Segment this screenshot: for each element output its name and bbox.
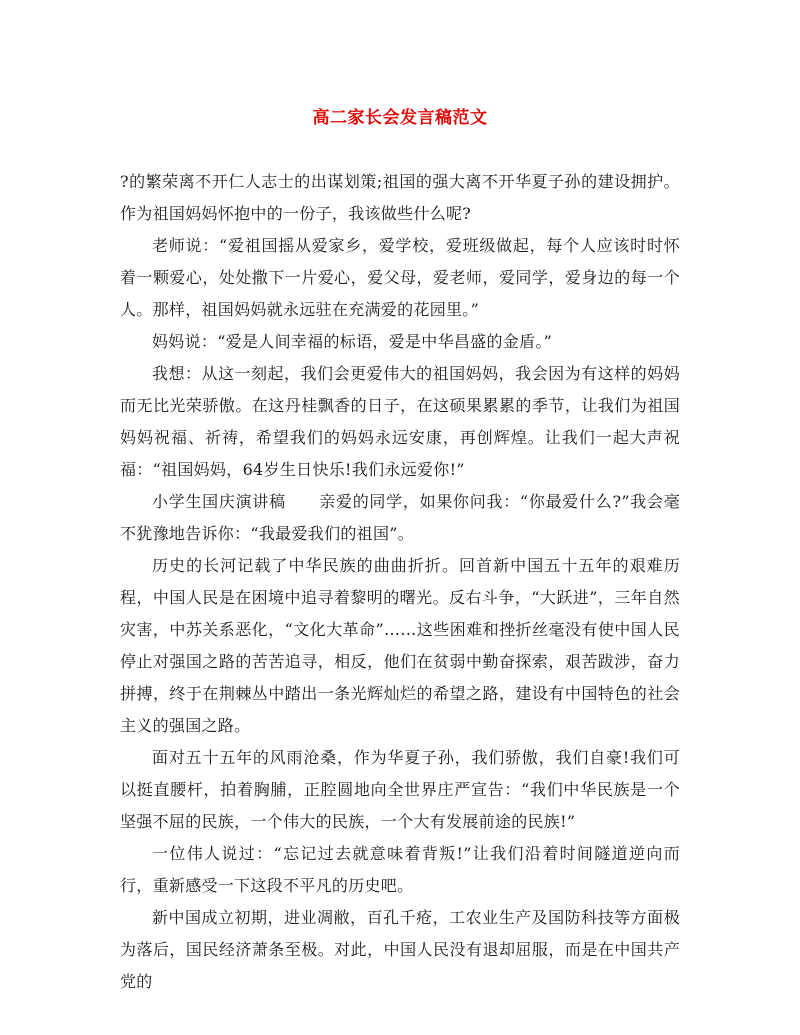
- paragraph-9: 新中国成立初期，进业凋敝，百孔千疮，工农业生产及国防科技等方面极为落后，国民经济萧条至极。对此，中国人民没有退却屈服，而是在中国共产党的: [120, 908, 680, 991]
- paragraph-2: 老师说：“爱祖国摇从爱家乡，爱学校，爱班级做起，每个人应该时时怀着一颗爱心，处处撒下一片爱心，爱父母，爱老师，爱同学，爱身边的每一个人。那样，祖国妈妈就永远驻在充满爱的花园里。”: [120, 236, 680, 319]
- document-title: 高二家长会发言稿范文: [312, 108, 488, 128]
- paragraph-6: 历史的长河记载了中华民族的曲曲折折。回首新中国五十五年的艰难历程，中国人民是在困境中追寻着黎明的曙光。反右斗争，“大跃进”，三年自然灾害，中苏关系恶化，“文化大革命”……这些困难和挫折丝毫没有使中国人民停止对强国之路的苦苦追寻，相反，他们在贫弱中勤奋探索，艰苦跋涉，奋力拼搏，终于在荆棘丛中踏出一条光辉灿烂的希望之路，建设有中国特色的社会主义的强国之路。: [120, 556, 680, 735]
- document-body: [120, 166, 680, 998]
- paragraph-7: 面对五十五年的风雨沧桑，作为华夏子孙，我们骄傲，我们自豪!我们可以挺直腰杆，拍着胸脯，正腔圆地向全世界庄严宣告：“我们中华民族是一个坚强不屈的民族，一个伟大的民族，一个大有发展前途的民族!”: [120, 748, 680, 831]
- paragraph-1: ?的繁荣离不开仁人志士的出谋划策;祖国的强大离不开华夏子孙的建设拥护。作为祖国妈妈怀抱中的一份子，我该做些什么呢?: [120, 172, 680, 223]
- paragraph-4: 我想：从这一刻起，我们会更爱伟大的祖国妈妈，我会因为有这样的妈妈而无比光荣骄傲。在这丹桂飘香的日子，在这硕果累累的季节，让我们为祖国妈妈祝福、祈祷，希望我们的妈妈永远安康，再创辉煌。让我们一起大声祝福：“祖国妈妈，64岁生日快乐!我们永远爱你!”: [120, 364, 680, 479]
- paragraph-8: 一位伟人说过：“忘记过去就意味着背叛!”让我们沿着时间隧道逆向而行，重新感受一下这段不平凡的历史吧。: [120, 844, 680, 895]
- paragraph-3: 妈妈说：“爱是人间幸福的标语，爱是中华昌盛的金盾。”: [152, 332, 553, 351]
- paragraph-5: 小学生国庆演讲稿 亲爱的同学，如果你问我：“你最爱什么?”我会毫不犹豫地告诉你：“我最爱我们的祖国”。: [120, 492, 680, 543]
